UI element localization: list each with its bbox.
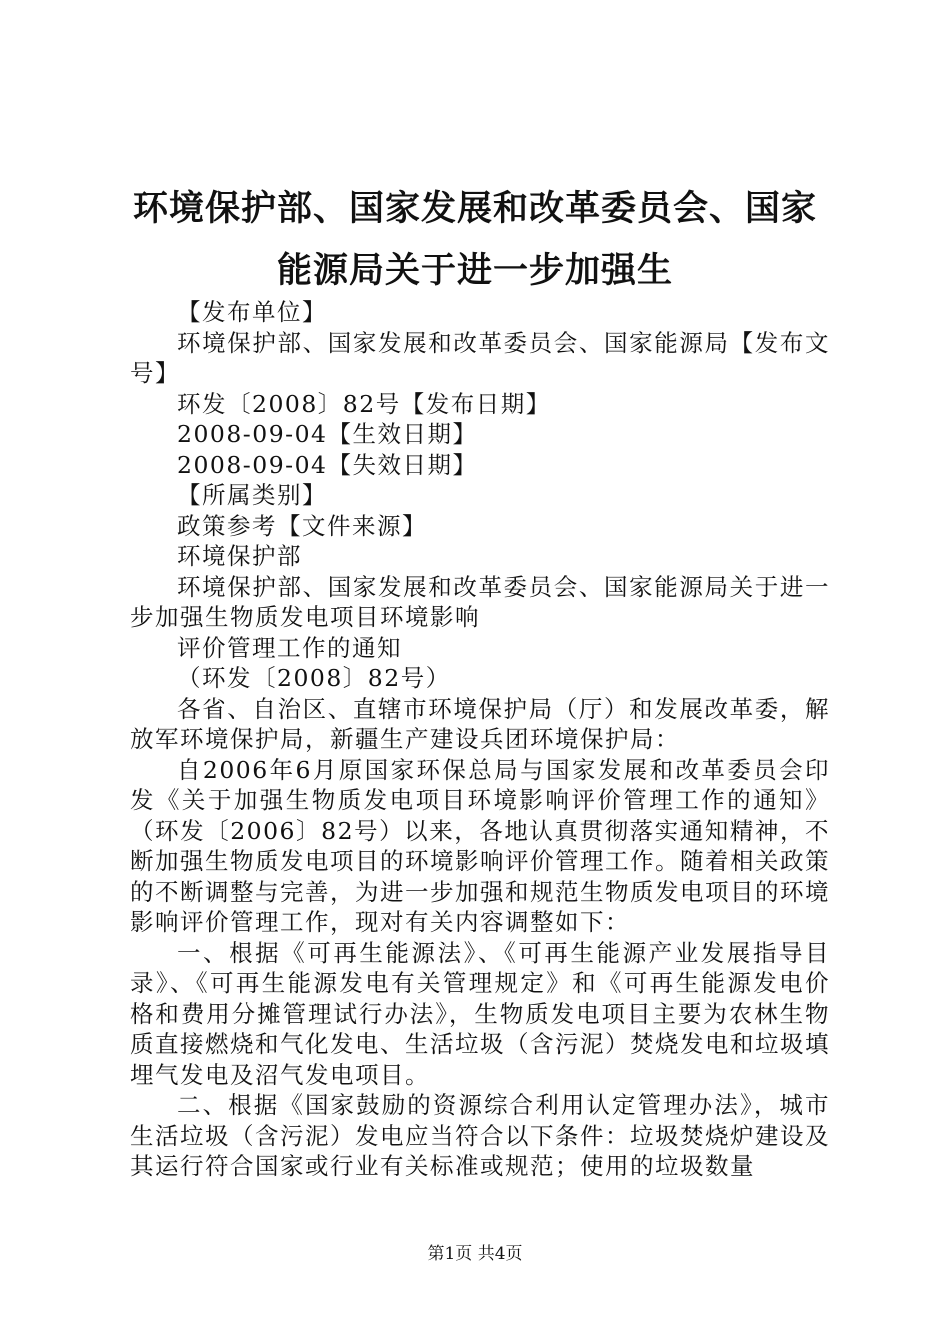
paragraph-item-2: 二、根据《国家鼓励的资源综合利用认定管理办法》，城市生活垃圾（含污泥）发电应当符合以下条件：垃圾焚烧炉建设及其运行符合国家或行业有关标准或规范；使用的垃圾数量	[130, 1091, 830, 1180]
paragraph-background: 自2006年6月原国家环保总局与国家发展和改革委员会印发《关于加强生物质发电项目环境影响评价管理工作的通知》（环发〔2006〕82号）以来，各地认真贯彻落实通知精神，不断加强生物质发电项目的环境影响评价管理工作。随着相关政策的不断调整与完善，为进一步加强和规范生物质发电项目的环境影响评价管理工作，现对有关内容调整如下：	[130, 755, 830, 936]
paragraph-publisher: 环境保护部、国家发展和改革委员会、国家能源局【发布文号】	[130, 328, 830, 387]
paragraph-notice-title: 环境保护部、国家发展和改革委员会、国家能源局关于进一步加强生物质发电项目环境影响	[130, 572, 830, 631]
paragraph-addressees: 各省、自治区、直辖市环境保护局（厅）和发展改革委，解放军环境保护局，新疆生产建设兵团环境保护局：	[130, 694, 830, 753]
paragraph-category: 政策参考【文件来源】	[177, 511, 427, 540]
document-body	[130, 297, 830, 1182]
paragraph-doc-number: 环发〔2008〕82号【发布日期】	[177, 389, 551, 418]
paragraph-effective-date: 2008-09-04【失效日期】	[177, 450, 478, 479]
paragraph-publish-date: 2008-09-04【生效日期】	[177, 420, 478, 448]
paragraph-notice-title-cont: 评价管理工作的通知	[177, 633, 402, 662]
paragraph-notice-number: （环发〔2008〕82号）	[177, 664, 451, 692]
paragraph-item-1: 一、根据《可再生能源法》、《可再生能源产业发展指导目录》、《可再生能源发电有关管理规定》和《可再生能源发电价格和费用分摊管理试行办法》，生物质发电项目主要为农林生物质直接燃烧和气化发电、生活垃圾（含污泥）焚烧发电和垃圾填埋气发电及沼气发电项目。	[130, 938, 830, 1089]
paragraph-category-label: 【所属类别】	[177, 481, 327, 509]
paragraph-publisher-label: 【发布单位】	[177, 298, 327, 326]
page-footer: 第1页 共4页	[427, 1244, 523, 1264]
document-title: 环境保护部、国家发展和改革委员会、国家能源局关于进一步加强生	[132, 189, 817, 291]
paragraph-source: 环境保护部	[177, 542, 302, 570]
